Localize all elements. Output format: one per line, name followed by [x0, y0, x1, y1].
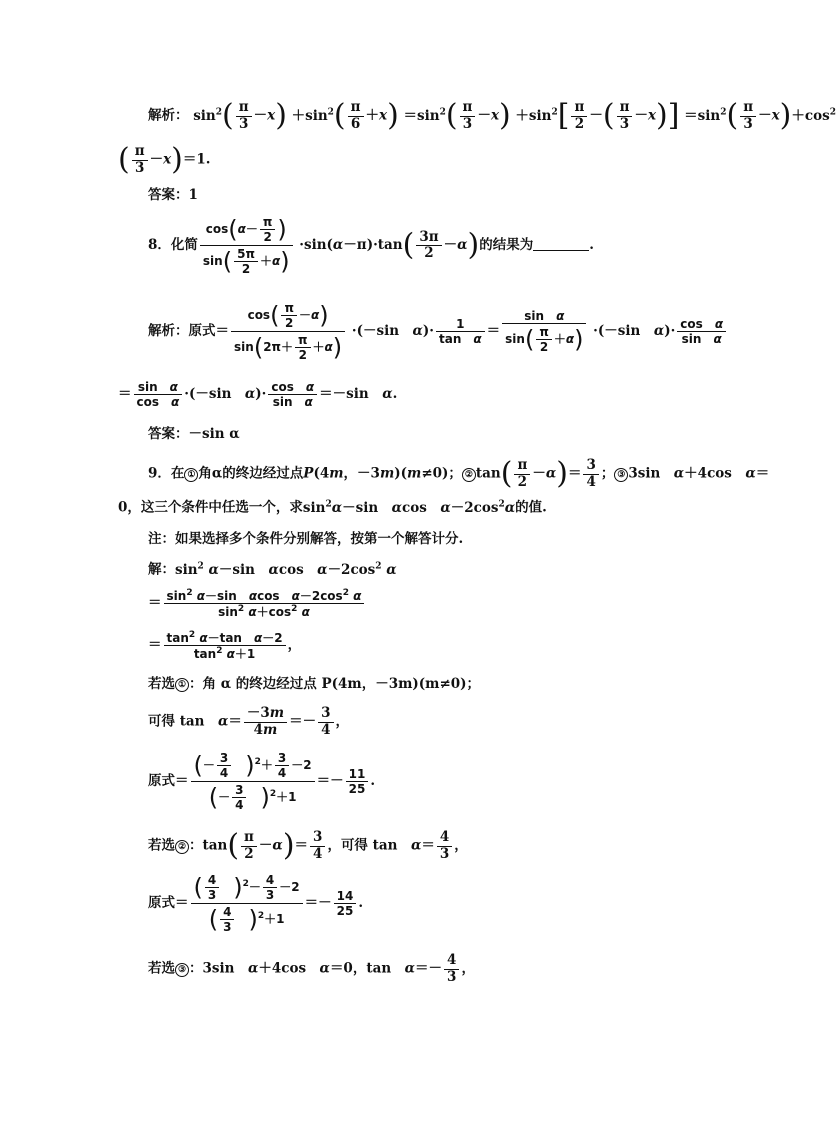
- q9-choice-1: 若选 ① ：角 α 的终边经过点 P(4m，－3m)(m≠0)；: [148, 676, 481, 692]
- q9-solve-fraction-2: ＝ $\frac{\tan^2 \alpha-\tan \alpha-2}{\tan^2 \alpha+1}$ ，: [148, 630, 302, 661]
- q9-note: 注：如果选择多个条件分别解答，按第一个解答计分.: [148, 531, 464, 547]
- circled-3: ③: [614, 468, 628, 482]
- q8-answer: 答案：－sin α: [148, 426, 240, 442]
- q9-question-line-2: 0，这三个条件中任选一个，求$\sin^2\alpha-\sin$ αcos $\alpha-2\cos^2\alpha$的值.: [118, 499, 547, 516]
- circled-2: ②: [462, 468, 476, 482]
- q7-answer: [148, 189, 198, 203]
- q8-fraction: cos(α－ $\frac{\pi}{2}$ ) sin( $\frac{5\pi}{2}$ ＋α): [200, 214, 293, 277]
- q8-answer-value: －sin α: [188, 426, 240, 442]
- answer-label: 答案：: [148, 187, 189, 203]
- q9-question-line-1: 9．在 ① 角α的终边经过点P(4m，－3m)(m≠0)； ② tan( $\frac{\pi}{2}$ －α)＝ $\frac{3}{4}$ ； ③ 3sin α＋4cos α＝: [148, 456, 770, 491]
- analysis-label: 解析：: [148, 107, 189, 124]
- answer-blank: [533, 250, 589, 251]
- q9-choice-3: 若选 ③ ：3sin α＋4cos α＝0，tan α＝－ $\frac{4}{3}$ ，: [148, 952, 475, 985]
- q9-solve-fraction-1: ＝ $\frac{\sin^2 \alpha-\sin \alpha\cos \alpha-2\cos^2 \alpha}{\sin^2 \alpha+\cos^2 \alpha}$: [148, 588, 366, 619]
- q7-answer-value: 1: [188, 187, 198, 203]
- q9-choice-2-result: 原式＝ ( $\frac{4}{3}$ )$^2$－ $\frac{4}{3}$ －2 ( $\frac{4}{3}$ )$^2$＋1 ＝－ $\frac{14}{25}$ .: [148, 873, 364, 934]
- q7-analysis-line-2: ( $\frac{\pi}{3}$ －x)＝1.: [118, 142, 211, 177]
- q9-choice-1-result: 原式＝ (－ $\frac{3}{4}$ )$^2$＋ $\frac{3}{4}$ －2 (－ $\frac{3}{4}$ )$^2$＋1 ＝－ $\frac{11}{25}$ .: [148, 751, 376, 812]
- q9-choice-1-tan: 可得 tan α＝ $\frac{-3m}{4m}$ ＝－ $\frac{3}{4}$ ，: [148, 705, 349, 738]
- q8-analysis-line-1: 解析：原式＝ cos( $\frac{\pi}{2}$ －α) sin(2π＋ $\frac{\pi}{2}$ ＋α) ·(－sin α)· $\frac{1}{\text{tan α}}$ ＝ sin α sin( $\frac{\pi}{2}$ ＋α) ·(－sin α)· $\frac{\text{cos α}}{\text{sin α}}$: [148, 300, 728, 363]
- q9-solve-line: 解：$\sin^2 \alpha-\sin$ αcos $\alpha-2\cos^2$ α: [148, 561, 397, 578]
- q8-tail: 的结果为: [479, 237, 534, 253]
- circled-1: ①: [184, 468, 198, 482]
- q8-prompt: 化简: [170, 237, 198, 253]
- q8-number: 8．: [148, 237, 171, 253]
- q8-question: 8．化简 cos(α－ $\frac{\pi}{2}$ ) sin( $\frac{5\pi}{2}$ ＋α) ·sin(α－π)·tan( $\frac{3\pi}{2}$ －α)的结果为 .: [148, 215, 594, 276]
- q8-analysis-line-2: ＝ $\frac{\text{sin α}}{\text{cos α}}$ ·(－sin α)· $\frac{\text{cos α}}{\text{sin α}}$ ＝－sin α.: [118, 380, 398, 409]
- q7-analysis-line-1: 解析： $\sin^2$( $\frac{\pi}{3}$ $-x) +\sin^2$( $\frac{\pi}{6}$ $+x) =\sin^2$( $\frac{\pi}{3}$ $-x) +\sin^2$[ $\frac{\pi}{2}$ －( $\frac{\pi}{3}$ $-x)] =\sin^2$( $\frac{\pi}{3}$ $-x)+\cos^2$: [148, 98, 836, 133]
- q9-choice-2: 若选 ② ：tan( $\frac{\pi}{2}$ －α)＝ $\frac{3}{4}$ ，可得 tan α＝ $\frac{4}{3}$ ，: [148, 828, 468, 863]
